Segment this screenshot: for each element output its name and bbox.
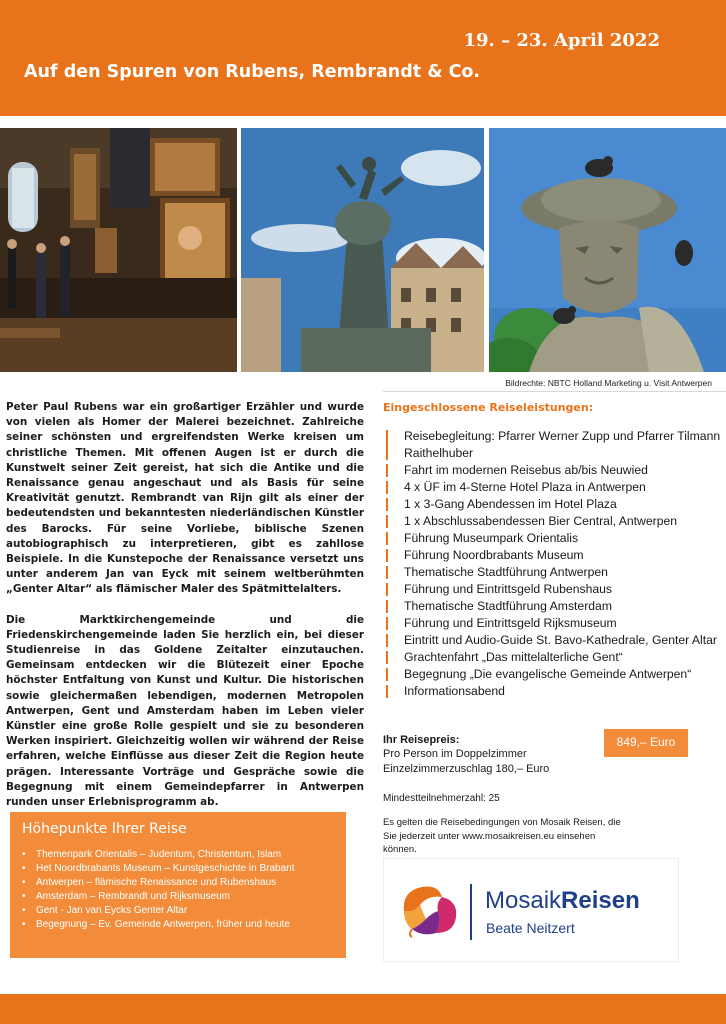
highlight-item: • Themenpark Orientalis – Judentum, Christentum, Islam — [22, 848, 334, 862]
logo-name-part: Mosaik — [485, 887, 562, 914]
highlights-box — [10, 812, 346, 958]
logo-company-name — [485, 887, 640, 915]
service-item: Reisebegleitung: Pfarrer Werner Zupp und Pfarrer Tilmann Raithelhuber — [383, 428, 726, 462]
price-label: Ihr Reisepreis: — [383, 734, 460, 746]
travel-dates: 19. – 23. April 2022 — [463, 30, 660, 51]
highlight-item: • Gent - Jan van Eycks Genter Altar — [22, 904, 334, 918]
logo-divider — [470, 884, 472, 940]
highlight-item: • Amsterdam – Rembrandt und Rijksmuseum — [22, 890, 334, 904]
intro-paragraph: Peter Paul Rubens war ein großartiger Erzähler und wurde von vielen als Homer der Malerei bezeichnet. Zahlreiche seiner schönsten und ergreifendsten Werke kreisen um christliche Themen. Mit offenen Augen ist er durch die Kunstwelt seiner Zeit gereist, hat sich die Antike und die Renaissance genau angeschaut und als Basis für seine Kreativität genutzt. Rembrandt van Rijn gilt als einer der bedeutendsten und bekanntesten niederländischen Künstler des Barocks. Für seine Vorliebe, biblische Szenen autobiographisch zu interpretieren, gibt es zahllose Beispiele. In die Kunstepoche der Renaissance versetzt uns unter anderem Jan van Eyck mit seinem weltberühmten „Genter Altar“ als flämischer Maler des Spätmittelalters. — [6, 401, 364, 596]
highlight-item: • Antwerpen – flämische Renaissance und Rubenshaus — [22, 876, 334, 890]
service-item: Führung Noordbrabants Museum — [383, 547, 726, 564]
highlight-item: • Het Noordbrabants Museum – Kunstgeschichte in Brabant — [22, 862, 334, 876]
min-participants: Mindestteilnehmerzahl: 25 — [383, 793, 500, 804]
service-item: Führung und Eintrittsgeld Rubenshaus — [383, 581, 726, 598]
museum-interior-photo — [0, 128, 237, 372]
service-item: 4 x ÜF im 4-Sterne Hotel Plaza in Antwerpen — [383, 479, 726, 496]
service-item: Fahrt im modernen Reisebus ab/bis Neuwied — [383, 462, 726, 479]
highlights-title: Höhepunkte Ihrer Reise — [22, 821, 187, 837]
service-item: 1 x 3-Gang Abendessen im Hotel Plaza — [383, 496, 726, 513]
highlight-item: • Begegnung – Ev. Gemeinde Antwerpen, früher und heute — [22, 918, 334, 932]
mosaik-logo-icon — [398, 881, 462, 939]
photo-strip — [0, 128, 726, 372]
brabo-fountain-photo — [241, 128, 484, 372]
rembrandt-statue-photo — [489, 128, 726, 372]
single-supplement: Einzelzimmerzuschlag 180,– Euro — [383, 763, 550, 775]
service-item: Grachtenfahrt „Das mittelalterliche Gent“ — [383, 649, 726, 666]
price-per-person: Pro Person im Doppelzimmer — [383, 748, 527, 760]
service-item: Führung Museumpark Orientalis — [383, 530, 726, 547]
service-item: Führung und Eintrittsgeld Rijksmuseum — [383, 615, 726, 632]
image-credit: Bildrechte: NBTC Holland Marketing u. Visit Antwerpen — [383, 374, 726, 392]
footer-bar — [0, 994, 726, 1024]
logo-name-part: Reisen — [561, 887, 640, 914]
service-item: Begegnung „Die evangelische Gemeinde Antwerpen“ — [383, 666, 726, 683]
service-item: Thematische Stadtführung Amsterdam — [383, 598, 726, 615]
service-item: 1 x Abschlussabendessen Bier Central, Antwerpen — [383, 513, 726, 530]
services-list — [383, 428, 726, 700]
travel-conditions: Es gelten die Reisebedingungen von Mosaik Reisen, die Sie jederzeit unter www.mosaikreisen.eu einsehen können. — [383, 817, 621, 855]
services-title: Eingeschlossene Reiseleistungen: — [383, 401, 594, 414]
company-logo — [383, 858, 679, 962]
price-amount: 849,– Euro — [604, 729, 688, 757]
intro-text — [6, 400, 364, 825]
page-title: Auf den Spuren von Rubens, Rembrandt & Co. — [24, 62, 481, 82]
service-item: Informationsabend — [383, 683, 726, 700]
header-banner — [0, 0, 726, 116]
logo-subtitle: Beate Neitzert — [486, 920, 575, 936]
service-item: Thematische Stadtführung Antwerpen — [383, 564, 726, 581]
highlights-list — [22, 848, 334, 932]
service-item: Eintritt und Audio-Guide St. Bavo-Kathedrale, Genter Altar — [383, 632, 726, 649]
intro-paragraph: Die Marktkirchengemeinde und die Friedenskirchengemeinde laden Sie herzlich ein, bei dieser Studienreise in das Goldene Zeitalter einzutauchen. Gemeinsam entdecken wir die Blütezeit einer Epoche höchster Entfaltung von Kunst und Kultur. Die historischen sowie gleichermaßen lebendigen, modernen Metropolen Antwerpen, Gent und Amsterdam haben im Leben vieler Künstler eine große Rolle gespielt und sie zu besonderen Werken inspiriert. Gleichzeitig wollen wir während der Reise erfahren, welche Einflüsse aus dieser Zeit die Region heute prägen. Interessante Vorträge und Gespräche sowie die Begegnung mit einem Gemeindepfarrer in Antwerpen runden unser Erlebnisprogramm ab. — [6, 613, 364, 809]
